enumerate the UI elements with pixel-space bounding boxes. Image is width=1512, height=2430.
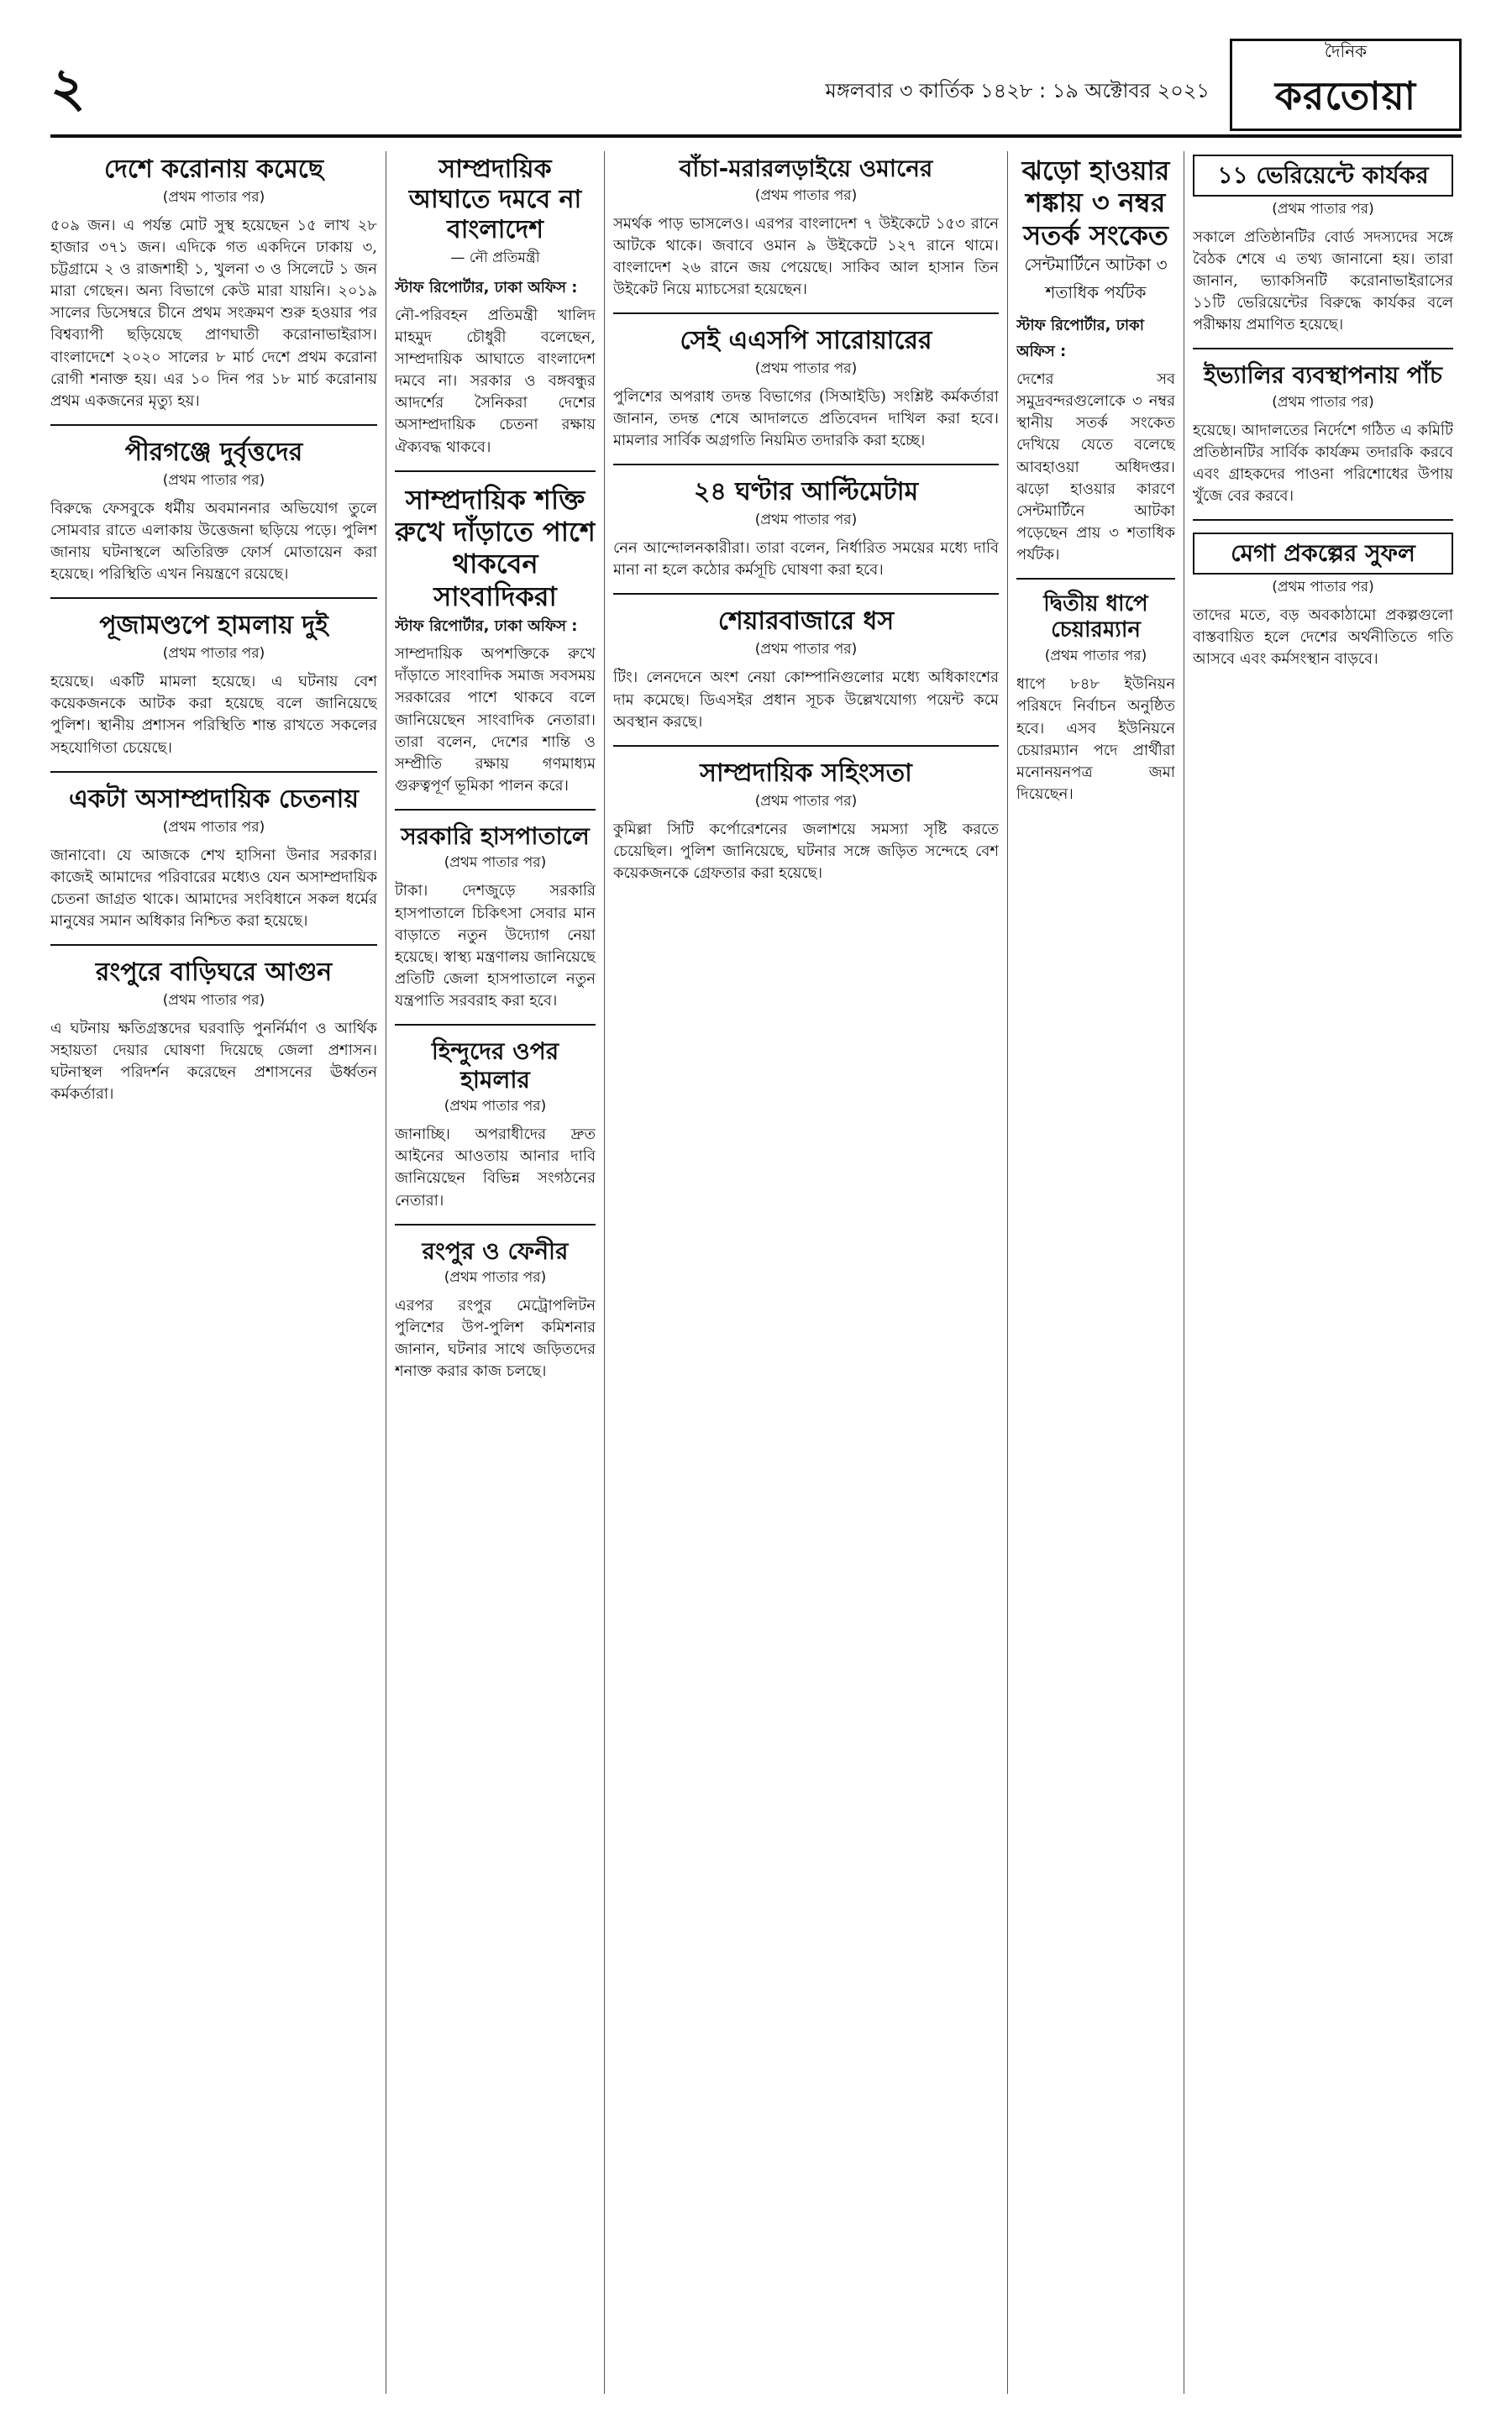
- article-ultimatum: [613, 474, 999, 581]
- byline: স্টাফ রিপোর্টার, ঢাকা অফিস :: [1016, 317, 1144, 361]
- headline: রংপুর ও ফেনীর: [422, 1236, 569, 1265]
- subhead: (প্রথম পাতার পর): [162, 645, 265, 663]
- headline: বাঁচা-মরারলড়াইয়ে ওমানের: [679, 155, 933, 182]
- subhead: (প্রথম পাতার পর): [754, 641, 858, 659]
- byline: স্টাফ রিপোর্টার, ঢাকা অফিস :: [395, 617, 578, 636]
- article-body: সকালে প্রতিষ্ঠানটির বোর্ড সদস্যদের সঙ্গে বৈঠক শেষে এ তথ্য জানানো হয়। তারা জানান, ভ্যাকসিনটি করোনাভাইরাসের ১১টি ভেরিয়েন্টের বিরুদ্ধে কার্যকর বলে পরীক্ষায় প্রমাণিত হয়েছে।: [1193, 228, 1453, 333]
- divider: [1193, 519, 1453, 521]
- article-puja: [50, 607, 377, 758]
- subhead: (প্রথম পাতার পর): [1272, 578, 1374, 596]
- subhead: (প্রথম পাতার পর): [162, 991, 265, 1009]
- divider: [50, 771, 377, 773]
- subhead: (প্রথম পাতার পর): [162, 818, 265, 836]
- page-number: ২: [50, 57, 86, 119]
- divider: [395, 470, 596, 472]
- headline: ২৪ ঘণ্টার আল্টিমেটাম: [693, 477, 919, 507]
- divider: [395, 1224, 596, 1225]
- subhead: — নৌ প্রতিমন্ত্রী: [450, 249, 540, 266]
- divider: [395, 1024, 596, 1026]
- logo-name: করতোয়া: [1274, 72, 1417, 118]
- article-body: কুমিল্লা সিটি কর্পোরেশনের জলাশয়ে সমস্যা সৃষ্টি করতে চেয়েছিল। পুলিশ জানিয়েছে, ঘটনার সঙ্গে জড়িত সন্দেহে বেশ কয়েকজনকে গ্রেফতার করা হয়েছে।: [613, 820, 999, 882]
- article-body: এ ঘটনায় ক্ষতিগ্রস্তদের ঘরবাড়ি পুনর্নির্মাণ ও আর্থিক সহায়তা দেয়ার ঘোষণা দিয়েছে জেলা প্রশাসন। ঘটনাস্থল পরিদর্শন করেছেন প্রশাসনের ঊর্ধ্বতন কর্মকর্তারা।: [50, 1019, 377, 1104]
- article-jhoro: [1016, 151, 1175, 566]
- subhead: (প্রথম পাতার পর): [754, 186, 858, 204]
- article-shakti: [395, 480, 596, 797]
- article-hospital: [395, 819, 596, 1012]
- column-5: [1193, 151, 1462, 2394]
- headline: পীরগঞ্জে দুর্বৃত্তদের: [124, 437, 303, 467]
- headline: ঝড়ো হাওয়ার শঙ্কায় ৩ নম্বর সতর্ক সংকেত: [1021, 155, 1170, 251]
- subhead: (প্রথম পাতার পর): [1272, 200, 1374, 218]
- article-body: নেন আন্দোলনকারীরা। তারা বলেন, নির্ধারিত সময়ের মধ্যে দাবি মানা না হলে কঠোর কর্মসূচি ঘোষণা করা হবে।: [613, 539, 999, 580]
- divider: [1193, 348, 1453, 349]
- article-body: হয়েছে। আদালতের নির্দেশে গঠিত এ কমিটি প্রতিষ্ঠানটির সার্বিক কার্যক্রম তদারকি করবে এবং গ্রাহকদের পাওনা পরিশোধের উপায় খুঁজে বের করবে।: [1193, 421, 1453, 505]
- subhead: (প্রথম পাতার পর): [1272, 393, 1374, 411]
- column-1: [50, 151, 386, 2394]
- headline: সেই এএসপি সারোয়ারের: [680, 325, 932, 355]
- article-mega: [1193, 529, 1453, 670]
- article-body: হয়েছে। একটি মামলা হয়েছে। এ ঘটনায় বেশ কয়েকজনকে আটক করা হয়েছে বলে জানিয়েছে পুলিশ। স্থানীয় প্রশাসন পরিস্থিতি শান্ত রাখতে সকলের সহযোগিতা চেয়েছে।: [50, 673, 377, 757]
- article-body: বিরুদ্ধে ফেসবুকে ধর্মীয় অবমাননার অভিযোগ তুলে সোমবার রাতে এলাকায় উত্তেজনা ছড়িয়ে পড়ে। পুলিশ জানায় ঘটনাস্থলে অতিরিক্ত ফোর্স মোতায়েন করা হয়েছে। পরিস্থিতি এখন নিয়ন্ত্রণে রয়েছে।: [50, 499, 377, 584]
- article-body: জানাচ্ছি। অপরাধীদের দ্রুত আইনের আওতায় আনার দাবি জানিয়েছেন বিভিন্ন সংগঠনের নেতারা।: [395, 1126, 596, 1210]
- masthead: [50, 34, 1462, 138]
- article-body: পুলিশের অপরাধ তদন্ত বিভাগের (সিআইডি) সংশ্লিষ্ট কর্মকর্তারা জানান, তদন্ত শেষে আদালতে প্রতিবেদন দাখিল করা হবে। মামলার সার্বিক অগ্রগতি নিয়মিত তদারকি করা হচ্ছে।: [613, 387, 999, 450]
- headline: সাম্প্রদায়িক সহিংসতা: [700, 758, 912, 788]
- headline: দেশে করোনায় কমেছে: [103, 155, 324, 184]
- divider: [50, 424, 377, 426]
- headline: হিন্দুদের ওপর হামলার: [431, 1037, 559, 1094]
- headline: সরকারি হাসপাতালে: [401, 821, 590, 850]
- divider: [613, 312, 999, 314]
- article-body: টাকা। দেশজুড়ে সরকারি হাসপাতালে চিকিৎসা সেবার মান বাড়াতে নতুন উদ্যোগ নেয়া হয়েছে। স্বাস্থ্য মন্ত্রণালয় জানিয়েছে প্রতিটি জেলা হাসপাতালে নতুন যন্ত্রপাতি সরবরাহ করা হবে।: [395, 882, 596, 1010]
- article-body: এরপর রংপুর মেট্রোপলিটন পুলিশের উপ-পুলিশ কমিশনার জানান, ঘটনার সাথে জড়িতদের শনাক্ত করার কাজ চলছে।: [395, 1297, 596, 1381]
- headline: মেগা প্রকল্পের সুফল: [1193, 533, 1453, 575]
- divider: [613, 464, 999, 465]
- newspaper-logo: [1230, 39, 1462, 131]
- logo-small-text: দৈনিক: [1324, 40, 1368, 61]
- article-sampradayik-chetona: [50, 781, 377, 932]
- article-pirganj: [50, 434, 377, 585]
- article-body: নৌ-পরিবহন প্রতিমন্ত্রী খালিদ মাহমুদ চৌধুরী বলেছেন, সাম্প্রদায়িক আঘাতে বাংলাদেশ দমবে না। সরকার ও বঙ্গবন্ধুর আদর্শের সৈনিকরা দেশের অসাম্প্রদায়িক চেতনা রক্ষায় ঐক্যবদ্ধ থাকবে।: [395, 307, 596, 456]
- headline: পূজামণ্ডপে হামলায় দুই: [99, 611, 328, 641]
- subhead: (প্রথম পাতার পর): [1044, 648, 1147, 665]
- divider: [50, 944, 377, 946]
- columns: [50, 151, 1462, 2394]
- article-chairman: [1016, 588, 1175, 806]
- headline: সাম্প্রদায়িক শক্তি রুখে দাঁড়াতে পাশে থাকবেন সাংবাদিকরা: [395, 483, 596, 612]
- article-sarajor: [613, 323, 999, 452]
- article-rangpur-fire: [50, 954, 377, 1105]
- article-share: [613, 603, 999, 732]
- newspaper-page: [50, 34, 1462, 2396]
- article-body: সাম্প্রদায়িক অপশক্তিকে রুখে দাঁড়াতে সাংবাদিক সমাজ সবসময় সরকারের পাশে থাকবে বলে জানিয়েছেন সাংবাদিক নেতারা। তারা বলেন, দেশের শান্তি ও সম্প্রীতি রক্ষায় গণমাধ্যম গুরুত্বপূর্ণ ভূমিকা পালন করে।: [395, 645, 596, 795]
- article-variant: [1193, 151, 1453, 336]
- article-rangpur-feni: [395, 1234, 596, 1383]
- subhead: (প্রথম পাতার পর): [162, 189, 265, 206]
- article-body: সমর্থক পাড় ভাসলেও। এরপর বাংলাদেশ ৭ উইকেটে ১৫৩ রানে আটকে থাকে। জবাবে ওমান ৯ উইকেটে ১২৭ রানে থামে। বাংলাদেশ ২৬ রানে জয় পেয়েছে। সাকিব আল হাসান তিন উইকেট নিয়ে ম্যাচসেরা হয়েছেন।: [613, 214, 999, 298]
- article-body: টিং। লেনদেনে অংশ নেয়া কোম্পানিগুলোর মধ্যে অধিকাংশের দাম কমেছে। ডিএসইর প্রধান সূচক উল্লেখযোগ্য পয়েন্ট কমে অবস্থান করছে।: [613, 669, 999, 731]
- divider: [1016, 578, 1175, 580]
- column-2: [395, 151, 605, 2394]
- divider: [395, 809, 596, 811]
- subhead: (প্রথম পাতার পর): [444, 1098, 547, 1115]
- subhead: (প্রথম পাতার পর): [754, 792, 858, 810]
- article-hindu-attack: [395, 1034, 596, 1212]
- article-body: জানাবো। যে আজকে শেখ হাসিনা উনার সরকার। কাজেই আমাদের পরিবারের মধ্যেও যেন অসাম্প্রদায়িক চেতনা জাগ্রত থাকে। আমাদের সংবিধানে সকল ধর্মের মানুষের সমান অধিকার নিশ্চিত করা হয়েছে।: [50, 846, 377, 930]
- subhead: (প্রথম পাতার পর): [754, 360, 858, 377]
- headline: দ্বিতীয় ধাপে চেয়ারম্যান: [1043, 591, 1148, 643]
- article-omanere: [613, 151, 999, 301]
- article-body: দেশের সব সমুদ্রবন্দরগুলোকে ৩ নম্বর স্থানীয় সতর্ক সংকেত দেখিয়ে যেতে বলেছে আবহাওয়া অধিদপ্তর। ঝড়ো হাওয়ার কারণে সেন্টমার্টিনে আটকা পড়েছেন প্রায় ৩ শতাধিক পর্যটক।: [1016, 370, 1175, 564]
- headline: ১১ ভেরিয়েন্টে কার্যকর: [1193, 155, 1453, 197]
- headline: ইভ্যালির ব্যবস্থাপনায় পাঁচ: [1204, 361, 1442, 390]
- headline: রংপুরে বাড়িঘরে আগুন: [95, 957, 333, 987]
- article-pach: [1193, 358, 1453, 507]
- article-body: ধাপে ৮৪৮ ইউনিয়ন পরিষদে নির্বাচন অনুষ্ঠিত হবে। এসব ইউনিয়নে চেয়ারম্যান পদে প্রার্থীরা মনোনয়নপত্র জমা দিয়েছেন।: [1016, 675, 1175, 803]
- article-aghate: [395, 151, 596, 459]
- divider: [50, 597, 377, 599]
- article-body: ৫০৯ জন। এ পর্যন্ত মোট সুস্থ হয়েছেন ১৫ লাখ ২৮ হাজার ৩৭১ জন। এদিকে গত একদিনে ঢাকায় ৩, চট্টগ্রামে ২ ও রাজশাহী ১, খুলনা ৩ ও সিলেটে ১ জন মারা গেছেন। অন্য বিভাগে কেউ মারা যায়নি। ২০১৯ সালের ডিসেম্বরে চীনে প্রথম সংক্রমণ শুরু হওয়ার পর বিশ্বব্যাপী ছড়িয়েছে প্রাণঘাতী করোনাভাইরাস। বাংলাদেশে ২০২০ সালের ৮ মার্চ দেশে প্রথম করোনা রোগী শনাক্ত হয়। এর ১০ দিন পর ১৮ মার্চ করোনায় প্রথম একজনের মৃত্যু হয়।: [50, 217, 377, 410]
- subhead: (প্রথম পাতার পর): [162, 471, 265, 489]
- subhead: (প্রথম পাতার পর): [444, 1269, 547, 1287]
- column-3: [613, 151, 1008, 2394]
- byline: স্টাফ রিপোর্টার, ঢাকা অফিস :: [395, 279, 578, 297]
- divider: [613, 593, 999, 595]
- article-body: তাদের মতে, বড় অবকাঠামো প্রকল্পগুলো বাস্তবায়িত হলে দেশের অর্থনীতিতে গতি আসবে এবং কর্মসংস্থান বাড়বে।: [1193, 606, 1453, 668]
- headline: শেয়ারবাজারে ধস: [717, 606, 895, 637]
- headline: সাম্প্রদায়িক আঘাতে দমবে না বাংলাদেশ: [408, 155, 582, 244]
- subhead: সেন্টমার্টিনে আটকা ৩ শতাধিক পর্যটক: [1024, 255, 1168, 303]
- subhead: (প্রথম পাতার পর): [754, 512, 858, 529]
- headline: একটা অসাম্প্রদায়িক চেতনায়: [68, 784, 360, 814]
- column-4: [1016, 151, 1184, 2394]
- subhead: (প্রথম পাতার পর): [444, 854, 547, 872]
- article-samprity: [613, 755, 999, 884]
- dateline: মঙ্গলবার ৩ কার্তিক ১৪২৮ : ১৯ অক্টোবর ২০২১: [825, 79, 1210, 102]
- article-corona: [50, 151, 377, 412]
- divider: [613, 745, 999, 747]
